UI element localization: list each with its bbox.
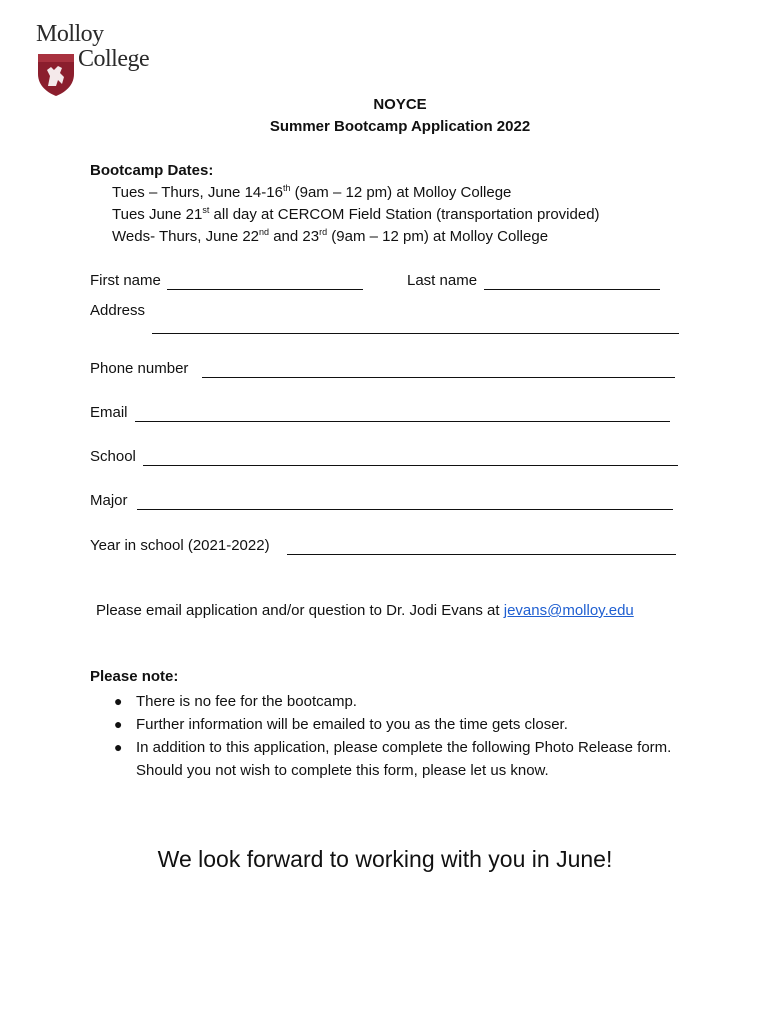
address-label: Address: [90, 302, 146, 319]
molloy-college-logo: [36, 22, 156, 98]
address-field[interactable]: [152, 316, 679, 334]
bootcamp-dates-heading: Bootcamp Dates:: [90, 162, 214, 179]
date-row-1: [112, 184, 511, 201]
school-field[interactable]: [143, 448, 678, 466]
date-row-3-mid: and 23: [269, 228, 320, 245]
please-note-heading: Please note:: [90, 668, 179, 685]
last-name-field[interactable]: [484, 272, 660, 290]
logo-text-college: College: [78, 46, 150, 72]
bullet-icon: ●: [114, 716, 123, 732]
closing-message: We look forward to working with you in June!: [157, 846, 613, 872]
major-field[interactable]: [137, 492, 673, 510]
note-item: [112, 690, 712, 713]
major-label: Major: [90, 492, 128, 509]
first-name-label: First name: [90, 272, 161, 289]
email-field[interactable]: [135, 404, 670, 422]
date-row-2: [112, 206, 600, 223]
school-label: School: [90, 448, 136, 465]
shield-icon: [36, 52, 76, 98]
title-application: Summer Bootcamp Application 2022: [269, 118, 531, 135]
date-row-3: [112, 228, 548, 245]
date-row-1-post: (9am – 12 pm) at Molloy College: [290, 184, 512, 201]
bullet-icon: ●: [114, 693, 123, 709]
title-noyce: NOYCE: [373, 96, 427, 113]
year-label: Year in school (2021-2022): [90, 537, 270, 554]
date-row-3-text: Weds- Thurs, June 22: [112, 228, 260, 245]
email-label: Email: [90, 404, 128, 421]
note-item: [112, 736, 712, 782]
phone-label: Phone number: [90, 360, 189, 377]
date-row-1-sup: th: [282, 183, 291, 193]
first-name-field[interactable]: [167, 272, 363, 290]
logo-text-molloy: Molloy: [36, 21, 104, 47]
year-field[interactable]: [287, 537, 676, 555]
date-row-1-text: Tues – Thurs, June 14-16: [112, 184, 283, 201]
contact-email-link[interactable]: jevans@molloy.edu: [503, 602, 634, 619]
notes-list: [112, 690, 712, 782]
date-row-2-sup: st: [202, 205, 210, 215]
contact-line: [96, 602, 634, 619]
note-item: [112, 713, 712, 736]
date-row-2-text: Tues June 21: [112, 206, 203, 223]
phone-field[interactable]: [202, 360, 675, 378]
note-text: Further information will be emailed to you as the time gets closer.: [136, 716, 568, 733]
note-text: There is no fee for the bootcamp.: [136, 693, 357, 710]
date-row-3-post: (9am – 12 pm) at Molloy College: [327, 228, 549, 245]
note-text: In addition to this application, please complete the following Photo Release form. Should you not wish to complete this form, please let us know.: [136, 739, 672, 779]
date-row-3-sup2: rd: [319, 227, 328, 237]
last-name-label: Last name: [407, 272, 478, 289]
bullet-icon: ●: [114, 739, 123, 755]
date-row-3-sup1: nd: [259, 227, 270, 237]
contact-text: Please email application and/or question to Dr. Jodi Evans at: [96, 602, 504, 619]
date-row-2-post: all day at CERCOM Field Station (transportation provided): [209, 206, 600, 223]
